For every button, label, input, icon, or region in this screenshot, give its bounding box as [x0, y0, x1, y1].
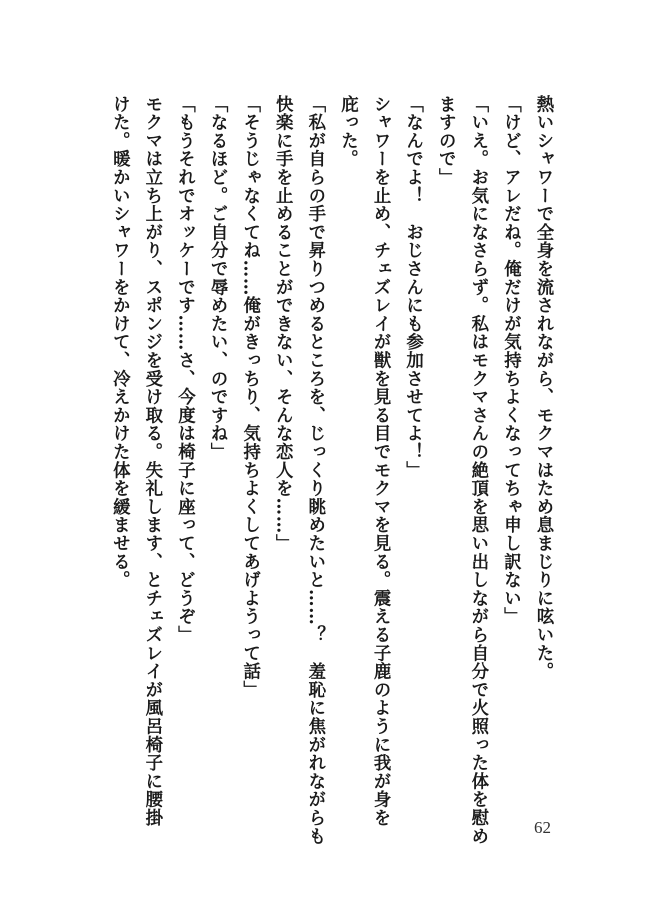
- text-line: 「もうそれでオッケーです……さ、今度は椅子に座って、どうぞ」: [174, 95, 195, 644]
- text-line: モクマは立ち上がり、スポンジを受け取る。失礼します、とチェズレイが風呂椅子に腰掛: [141, 95, 162, 827]
- text-line: 「私が自らの手で昇りつめるところを、じっくり眺めたいと……？ 羞恥に焦がれながらも: [304, 95, 325, 846]
- text-line: 庇った。: [337, 95, 358, 169]
- text-line: ますので」: [435, 95, 456, 187]
- text-line: 「なるほど。ご自分で辱めたい、のですね」: [207, 95, 228, 461]
- text-line: けた。暖かいシャワーをかけて、冷えかけた体を緩ませる。: [109, 95, 130, 590]
- text-line: シャワーを止め、チェズレイが獣を見る目でモクマを見る。震える子鹿のように我が身を: [370, 95, 391, 827]
- text-line: 「そうじゃなくてね……俺がきっちり、気持ちよくしてあげようって話」: [239, 95, 260, 699]
- text-line: 「けど、アレだね。俺だけが気持ちよくなってちゃ申し訳ない」: [500, 95, 521, 626]
- page-number: 62: [534, 818, 551, 837]
- text-line: 「なんでよ！ おじさんにも参加させてよ！」: [402, 95, 423, 480]
- text-line: 快楽に手を止めることができない、そんな恋人を……」: [272, 95, 293, 553]
- text-line: 「いえ。お気になさらず。私はモクマさんの絶頂を思い出しながら自分で火照った体を慰め: [467, 95, 488, 846]
- text-line: 熱いシャワーで全身を流されながら、モクマはため息まじりに呟いた。: [533, 95, 553, 681]
